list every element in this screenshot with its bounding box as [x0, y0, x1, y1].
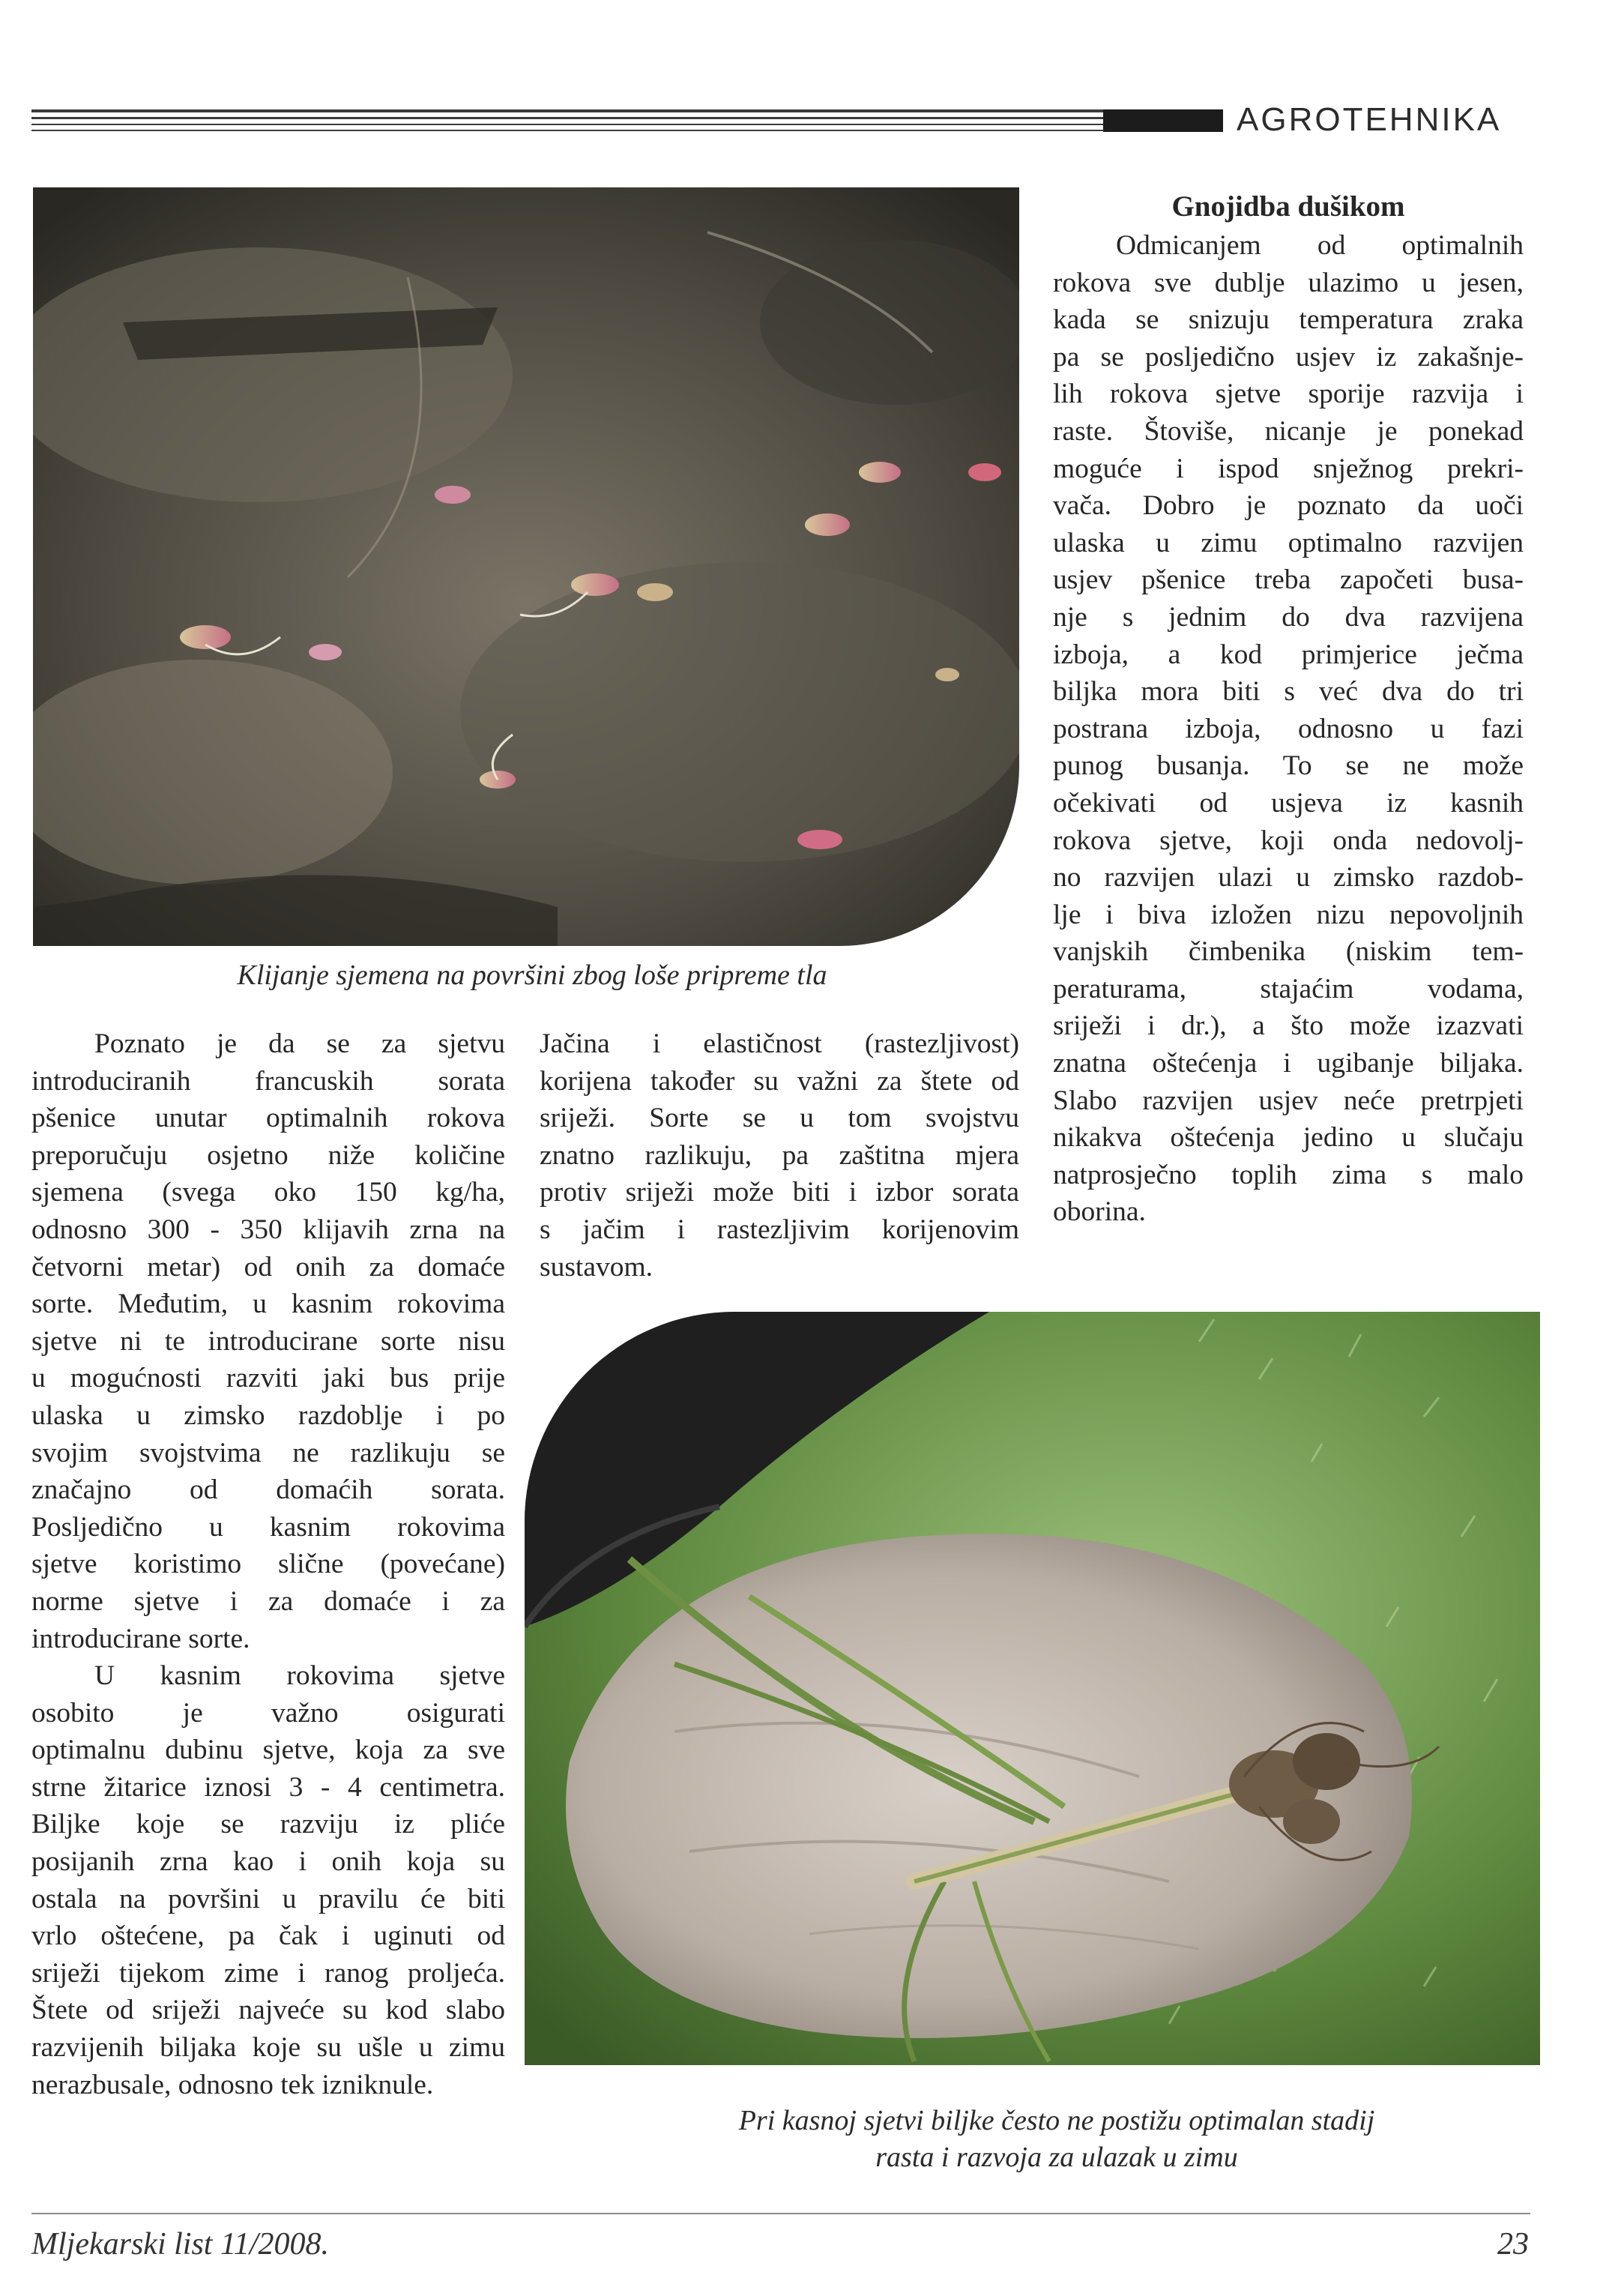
text-line: vanjskih čimbenika (niskim tem-: [1053, 936, 1524, 968]
text-line: Štete od sriježi najveće su kod slabo: [31, 1995, 505, 2026]
text-line: strne žitarice iznosi 3 - 4 centimetra.: [31, 1771, 505, 1803]
header-rule: [31, 124, 1223, 125]
text-line: znatno razlikuju, pa zaštitna mjera: [540, 1139, 1019, 1171]
text-line: znatna oštećenja i ugibanje biljaka.: [1053, 1048, 1524, 1079]
text-line: moguće i ispod snježnog prekri-: [1053, 453, 1524, 484]
caption-line: Pri kasnoj sjetvi biljke često ne postižu optimalan stadij: [738, 2105, 1375, 2136]
text-line: nikakva oštećenja jedino u slučaju: [1053, 1122, 1524, 1154]
text-line: postrana izboja, odnosno u fazi: [1053, 713, 1524, 744]
figure-caption: Klijanje sjemena na površini zbog loše pripreme tla: [237, 959, 827, 991]
subsection-title: Gnojidba dušikom: [1171, 190, 1405, 223]
text-line: sriježi i dr.), a što može izazvati: [1053, 1010, 1524, 1042]
header-rule: [31, 109, 1223, 112]
text-line: značajno od domaćih sorata.: [31, 1474, 505, 1506]
text-line: vača. Dobro je poznato da uoči: [1053, 490, 1524, 522]
text-line: biljka mora biti s već dva do tri: [1053, 676, 1524, 708]
text-line: nje s jednim do dva razvijena: [1053, 601, 1524, 633]
text-line: korijena također su važni za štete od: [540, 1065, 1019, 1097]
text-line: sjemena (svega oko 150 kg/ha,: [31, 1177, 505, 1208]
text-line: norme sjetve i za domaće i za: [31, 1585, 505, 1617]
text-line: Odmicanjem od optimalnih: [1116, 230, 1524, 261]
text-line: vrlo oštećene, pa čak i uginuti od: [31, 1920, 505, 1952]
text-line: punog busanja. To se ne može: [1053, 750, 1524, 782]
text-line: usjev pšenice treba započeti busa-: [1053, 564, 1524, 596]
text-line: optimalnu dubinu sjetve, koja za sve: [31, 1735, 505, 1766]
text-line: rokova sjetve, koji onda nedovolj-: [1053, 825, 1524, 856]
text-line: u mogućnosti razviti jaki bus prije: [31, 1363, 505, 1394]
text-line: svojim svojstvima ne razlikuju se: [31, 1437, 505, 1468]
text-line: rokova sve dublje ulazimo u jesen,: [1053, 267, 1524, 298]
journal-title: Mljekarski list 11/2008.: [31, 2227, 330, 2262]
header-rule-block: [1103, 109, 1223, 132]
text-line: razvijenih biljaka koje su ušle u zimu: [31, 2032, 505, 2064]
text-line: sjetve ni te introducirane sorte nisu: [31, 1325, 505, 1357]
text-line: Slabo razvijen usjev neće pretrpjeti: [1053, 1085, 1524, 1116]
text-line: oborina.: [1053, 1196, 1146, 1228]
text-line: Jačina i elastičnost (rastezljivost): [540, 1028, 1019, 1059]
text-line: pšenice unutar optimalnih rokova: [31, 1103, 505, 1134]
text-line: Biljke koje se razviju iz pliće: [31, 1809, 505, 1840]
text-line: introduciranih francuskih sorata: [31, 1065, 505, 1097]
header-rule: [31, 117, 1223, 119]
text-line: Poznato je da se za sjetvu: [94, 1028, 505, 1059]
text-line: s jačim i rastezljivim korijenovim: [540, 1214, 1019, 1245]
text-line: osobito je važno osigurati: [31, 1697, 505, 1729]
seed-germination-photo: [33, 187, 1019, 946]
footer-rule: [31, 2213, 1530, 2214]
text-line: kada se snizuju temperatura zraka: [1053, 304, 1524, 336]
text-line: četvorni metar) od onih za domaće: [31, 1251, 505, 1283]
text-line: pa se posljedično usjev iz zakašnje-: [1053, 341, 1524, 373]
text-line: sjetve koristimo slične (povećane): [31, 1549, 505, 1580]
page-number: 23: [1497, 2227, 1529, 2262]
figure-caption: [645, 2103, 1469, 2176]
text-line: sriježi. Sorte se u tom svojstvu: [540, 1103, 1019, 1134]
text-line: sorte. Međutim, u kasnim rokovima: [31, 1289, 505, 1320]
text-line: ulaska u zimu optimalno razvijen: [1053, 527, 1524, 558]
header-rule: [31, 130, 1223, 131]
text-line: raste. Štoviše, nicanje je ponekad: [1053, 415, 1524, 447]
text-line: lje i biva izložen nizu nepovoljnih: [1053, 899, 1524, 930]
wheat-seedling-hand-photo: [525, 1312, 1540, 2065]
text-line: sustavom.: [540, 1251, 653, 1283]
text-line: Posljedično u kasnim rokovima: [31, 1511, 505, 1543]
text-line: no razvijen ulazi u zimsko razdob-: [1053, 862, 1524, 894]
text-line: introducirane sorte.: [31, 1623, 250, 1654]
text-line: natprosječno toplih zima s malo: [1053, 1159, 1524, 1190]
section-title: AGROTEHNIKA: [1237, 101, 1502, 138]
text-column-right: [1053, 227, 1524, 1231]
text-line: izboja, a kod primjerice ječma: [1053, 639, 1524, 670]
text-line: posijanih zrna kao i onih koja su: [31, 1846, 505, 1878]
text-line: nerazbusale, odnosno tek izniknule.: [31, 2069, 434, 2100]
text-line: sriježi tijekom zime i ranog proljeća.: [31, 1957, 505, 1989]
text-line: ulaska u zimsko razdoblje i po: [31, 1399, 505, 1431]
text-line: lih rokova sjetve sporije razvija i: [1053, 379, 1524, 410]
text-column-left: [31, 1025, 505, 2103]
text-column-middle: [540, 1025, 1019, 1286]
text-line: U kasnim rokovima sjetve: [94, 1660, 505, 1692]
text-line: protiv sriježi može biti i izbor sorata: [540, 1177, 1019, 1208]
text-line: peraturama, stajaćim vodama,: [1053, 973, 1524, 1004]
header-rules: [31, 109, 1223, 135]
text-line: preporučuju osjetno niže količine: [31, 1139, 505, 1171]
text-line: očekivati od usjeva iz kasnih: [1053, 787, 1524, 819]
text-line: ostala na površini u pravilu će biti: [31, 1883, 505, 1914]
caption-line: rasta i razvoja za ulazak u zimu: [875, 2142, 1238, 2173]
text-line: odnosno 300 - 350 klijavih zrna na: [31, 1214, 505, 1245]
